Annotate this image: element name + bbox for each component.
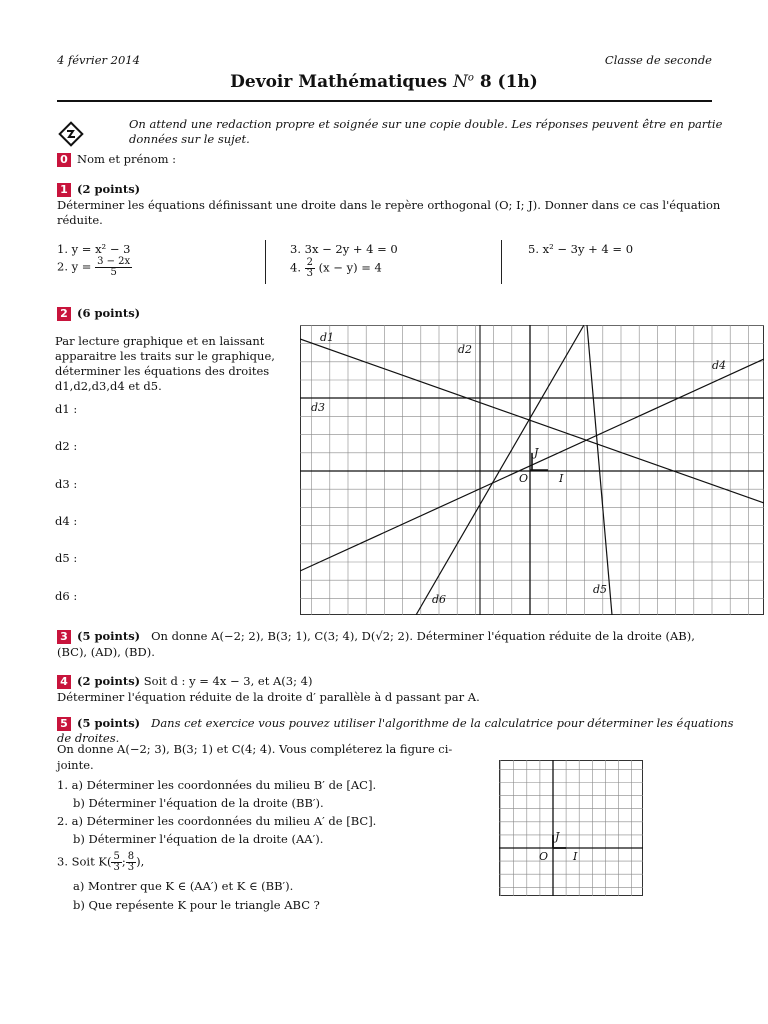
- question-1-3: 3. 3x − 2y + 4 = 0: [290, 242, 398, 256]
- title-rule: [57, 100, 712, 102]
- question-1-5: 5. x² − 3y + 4 = 0: [528, 242, 634, 256]
- answer-label-d4: d4 :: [55, 514, 78, 528]
- label-j: J: [534, 446, 539, 459]
- label-d2: d2: [458, 343, 473, 356]
- label-d3: d3: [311, 401, 326, 414]
- section-number: 2: [57, 307, 71, 321]
- column-separator: [501, 240, 502, 284]
- section-number: 4: [57, 675, 71, 689]
- section-3-text-2: (BC), (AD), (BD).: [57, 645, 155, 659]
- section-5-given-2: jointe.: [57, 758, 94, 772]
- section-number: 0: [57, 153, 71, 167]
- section-1-header: 1 (2 points): [57, 182, 140, 197]
- column-separator: [265, 240, 266, 284]
- lines-graph: [300, 325, 764, 615]
- answer-label-d3: d3 :: [55, 477, 78, 491]
- label-d4: d4: [712, 359, 727, 372]
- header-date: 4 février 2014: [57, 53, 140, 67]
- name-field-label: Nom et prénom :: [77, 152, 177, 166]
- section-2-text: Par lecture graphique et en laissant apparaitre les traits sur le graphique, déterminer les équations des droites d1,d2,d3,d4 et d5.: [55, 334, 275, 393]
- section-5-intro-2: de droites.: [57, 731, 120, 745]
- label-d1: d1: [320, 331, 335, 344]
- label-i: I: [559, 472, 564, 485]
- triangle-grid: [499, 760, 643, 896]
- section-5: 5 (5 points) Dans cet exercice vous pouvez utiliser l'algorithme de la calculatrice pour déterminer les équations: [57, 716, 733, 731]
- question-5-3b: b) Que repésente K pour le triangle ABC ?: [73, 898, 320, 912]
- label-d5: d5: [593, 583, 608, 596]
- question-5-1a: 1. a) Déterminer les coordonnées du milieu B′ de [AC].: [57, 778, 377, 792]
- warning-sign-icon: [58, 121, 84, 147]
- answer-label-d2: d2 :: [55, 439, 78, 453]
- section-1-text: Déterminer les équations définissant une droite dans le repère orthogonal (O; I; J). Donner dans ce cas l'équation réduite.: [57, 198, 721, 227]
- question-1-4: 4. $\frac{2}{3}$ (x − y) = 4: [290, 257, 382, 279]
- question-1-1: 1. y = x² − 3: [57, 242, 131, 256]
- answer-label-d1: d1 :: [55, 402, 78, 416]
- label-origin: O: [519, 472, 529, 485]
- grid-frame: [500, 761, 643, 896]
- page-title: Devoir Mathématiques $N^o$ 8 (1h): [230, 72, 538, 92]
- question-5-2b: b) Déterminer l'équation de la droite (AA′).: [73, 832, 324, 846]
- label-i: I: [573, 850, 578, 863]
- question-5-2a: 2. a) Déterminer les coordonnées du milieu A′ de [BC].: [57, 814, 377, 828]
- section-3: 3 (5 points) On donne A(−2; 2), B(3; 1), C(3; 4), D(√2; 2). Déterminer l'équation réduite de la droite (AB),: [57, 629, 695, 644]
- label-origin: O: [539, 850, 549, 863]
- question-5-1b: b) Déterminer l'équation de la droite (BB′).: [73, 796, 324, 810]
- section-number: 5: [57, 717, 71, 731]
- label-d6: d6: [432, 593, 447, 606]
- header-class: Classe de seconde: [604, 53, 712, 67]
- section-0: [57, 152, 176, 167]
- section-5-given-1: On donne A(−2; 3), B(3; 1) et C(4; 4). Vous compléterez la figure ci-: [57, 742, 453, 756]
- label-j: J: [555, 830, 560, 843]
- question-1-2: 2. y = $\frac{3 - 2x}{5}$: [57, 256, 131, 278]
- question-5-3: 3. Soit K( $\frac{5}{3}$ ; $\frac{8}{3}$ ),: [57, 851, 145, 873]
- answer-label-d6: d6 :: [55, 589, 78, 603]
- section-4: 4 (2 points) Soit d : y = 4x − 3, et A(3; 4): [57, 674, 312, 689]
- question-5-3a: a) Montrer que K ∈ (AA′) et K ∈ (BB′).: [73, 879, 294, 893]
- answer-label-d5: d5 :: [55, 551, 78, 565]
- section-4-text-2: Déterminer l'équation réduite de la droite d′ parallèle à d passant par A.: [57, 690, 480, 704]
- section-2-header: 2 (6 points): [57, 306, 140, 321]
- section-number: 3: [57, 630, 71, 644]
- intro-text: On attend une redaction propre et soignée sur une copie double. Les réponses peuvent être en partie données sur le sujet.: [129, 117, 723, 146]
- section-number: 1: [57, 183, 71, 197]
